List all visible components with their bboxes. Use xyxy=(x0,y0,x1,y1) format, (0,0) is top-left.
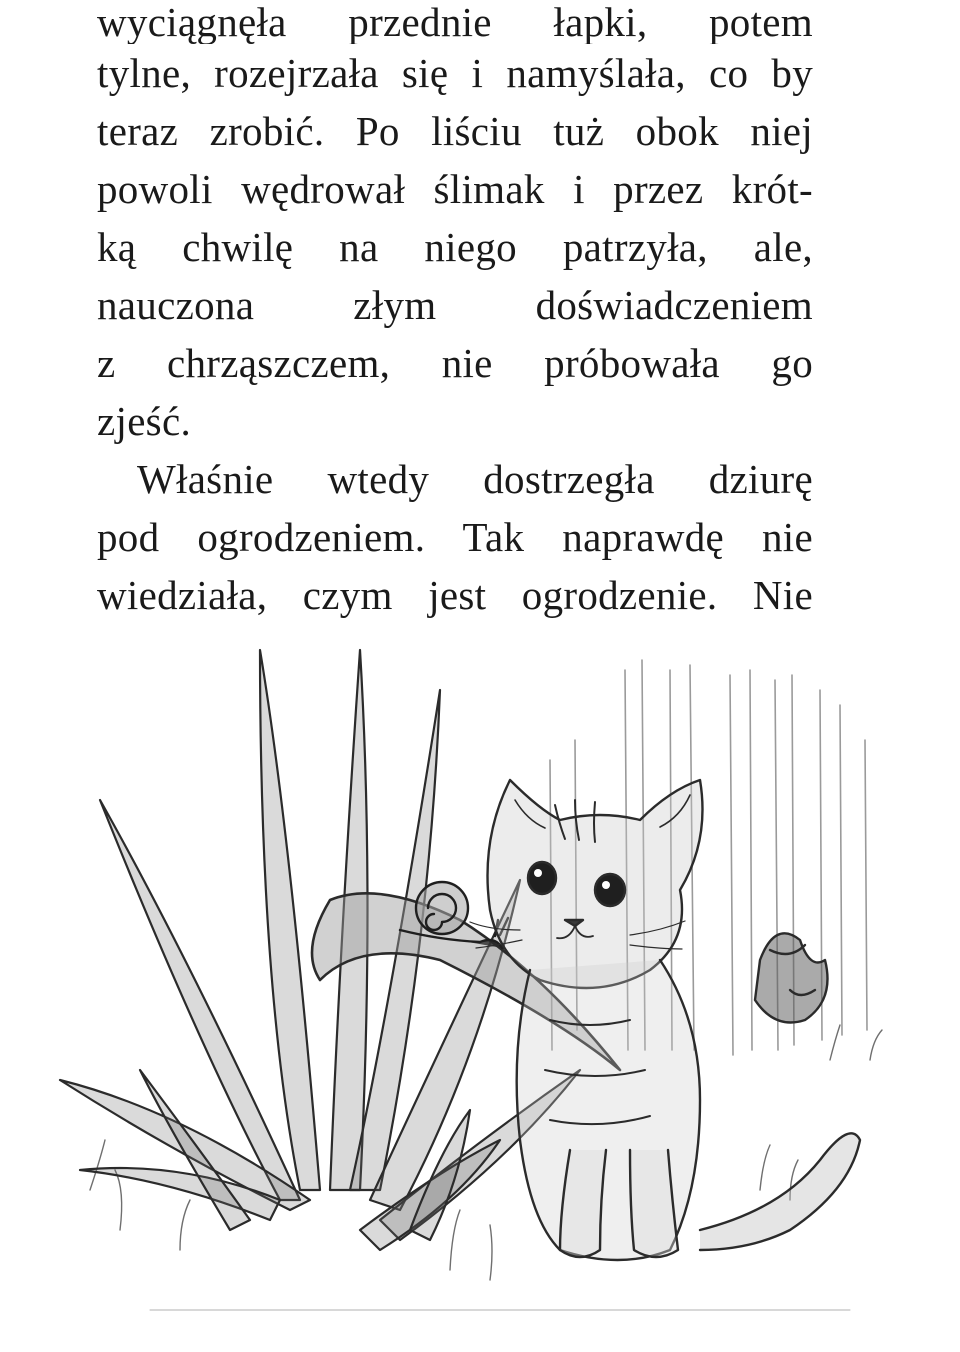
text-line-4: powoli wędrował ślimak i przez krót- xyxy=(97,166,813,212)
text-line-3: teraz zrobić. Po liściu tuż obok niej xyxy=(97,108,813,154)
text-line-9: Właśnie wtedy dostrzegła dziurę xyxy=(137,456,813,502)
fence-hole xyxy=(755,933,828,1022)
text-line-1: wyciągnęła przednie łapki, potem xyxy=(97,0,813,44)
text-line-2: tylne, rozejrzała się i namyślała, co by xyxy=(97,50,813,96)
text-line-11: wiedziała, czym jest ogrodzenie. Nie xyxy=(97,572,813,618)
text-line-5: ką chwilę na niego patrzyła, ale, xyxy=(97,224,813,270)
text-line-10: pod ogrodzeniem. Tak naprawdę nie xyxy=(97,514,813,560)
kitten-with-snail-illustration xyxy=(30,630,930,1350)
text-line-6: nauczona złym doświadczeniem xyxy=(97,282,813,328)
story-text xyxy=(97,0,813,624)
text-line-7: z chrząszczem, nie próbowała go xyxy=(97,340,813,386)
text-line-8: zjeść. xyxy=(97,398,191,444)
